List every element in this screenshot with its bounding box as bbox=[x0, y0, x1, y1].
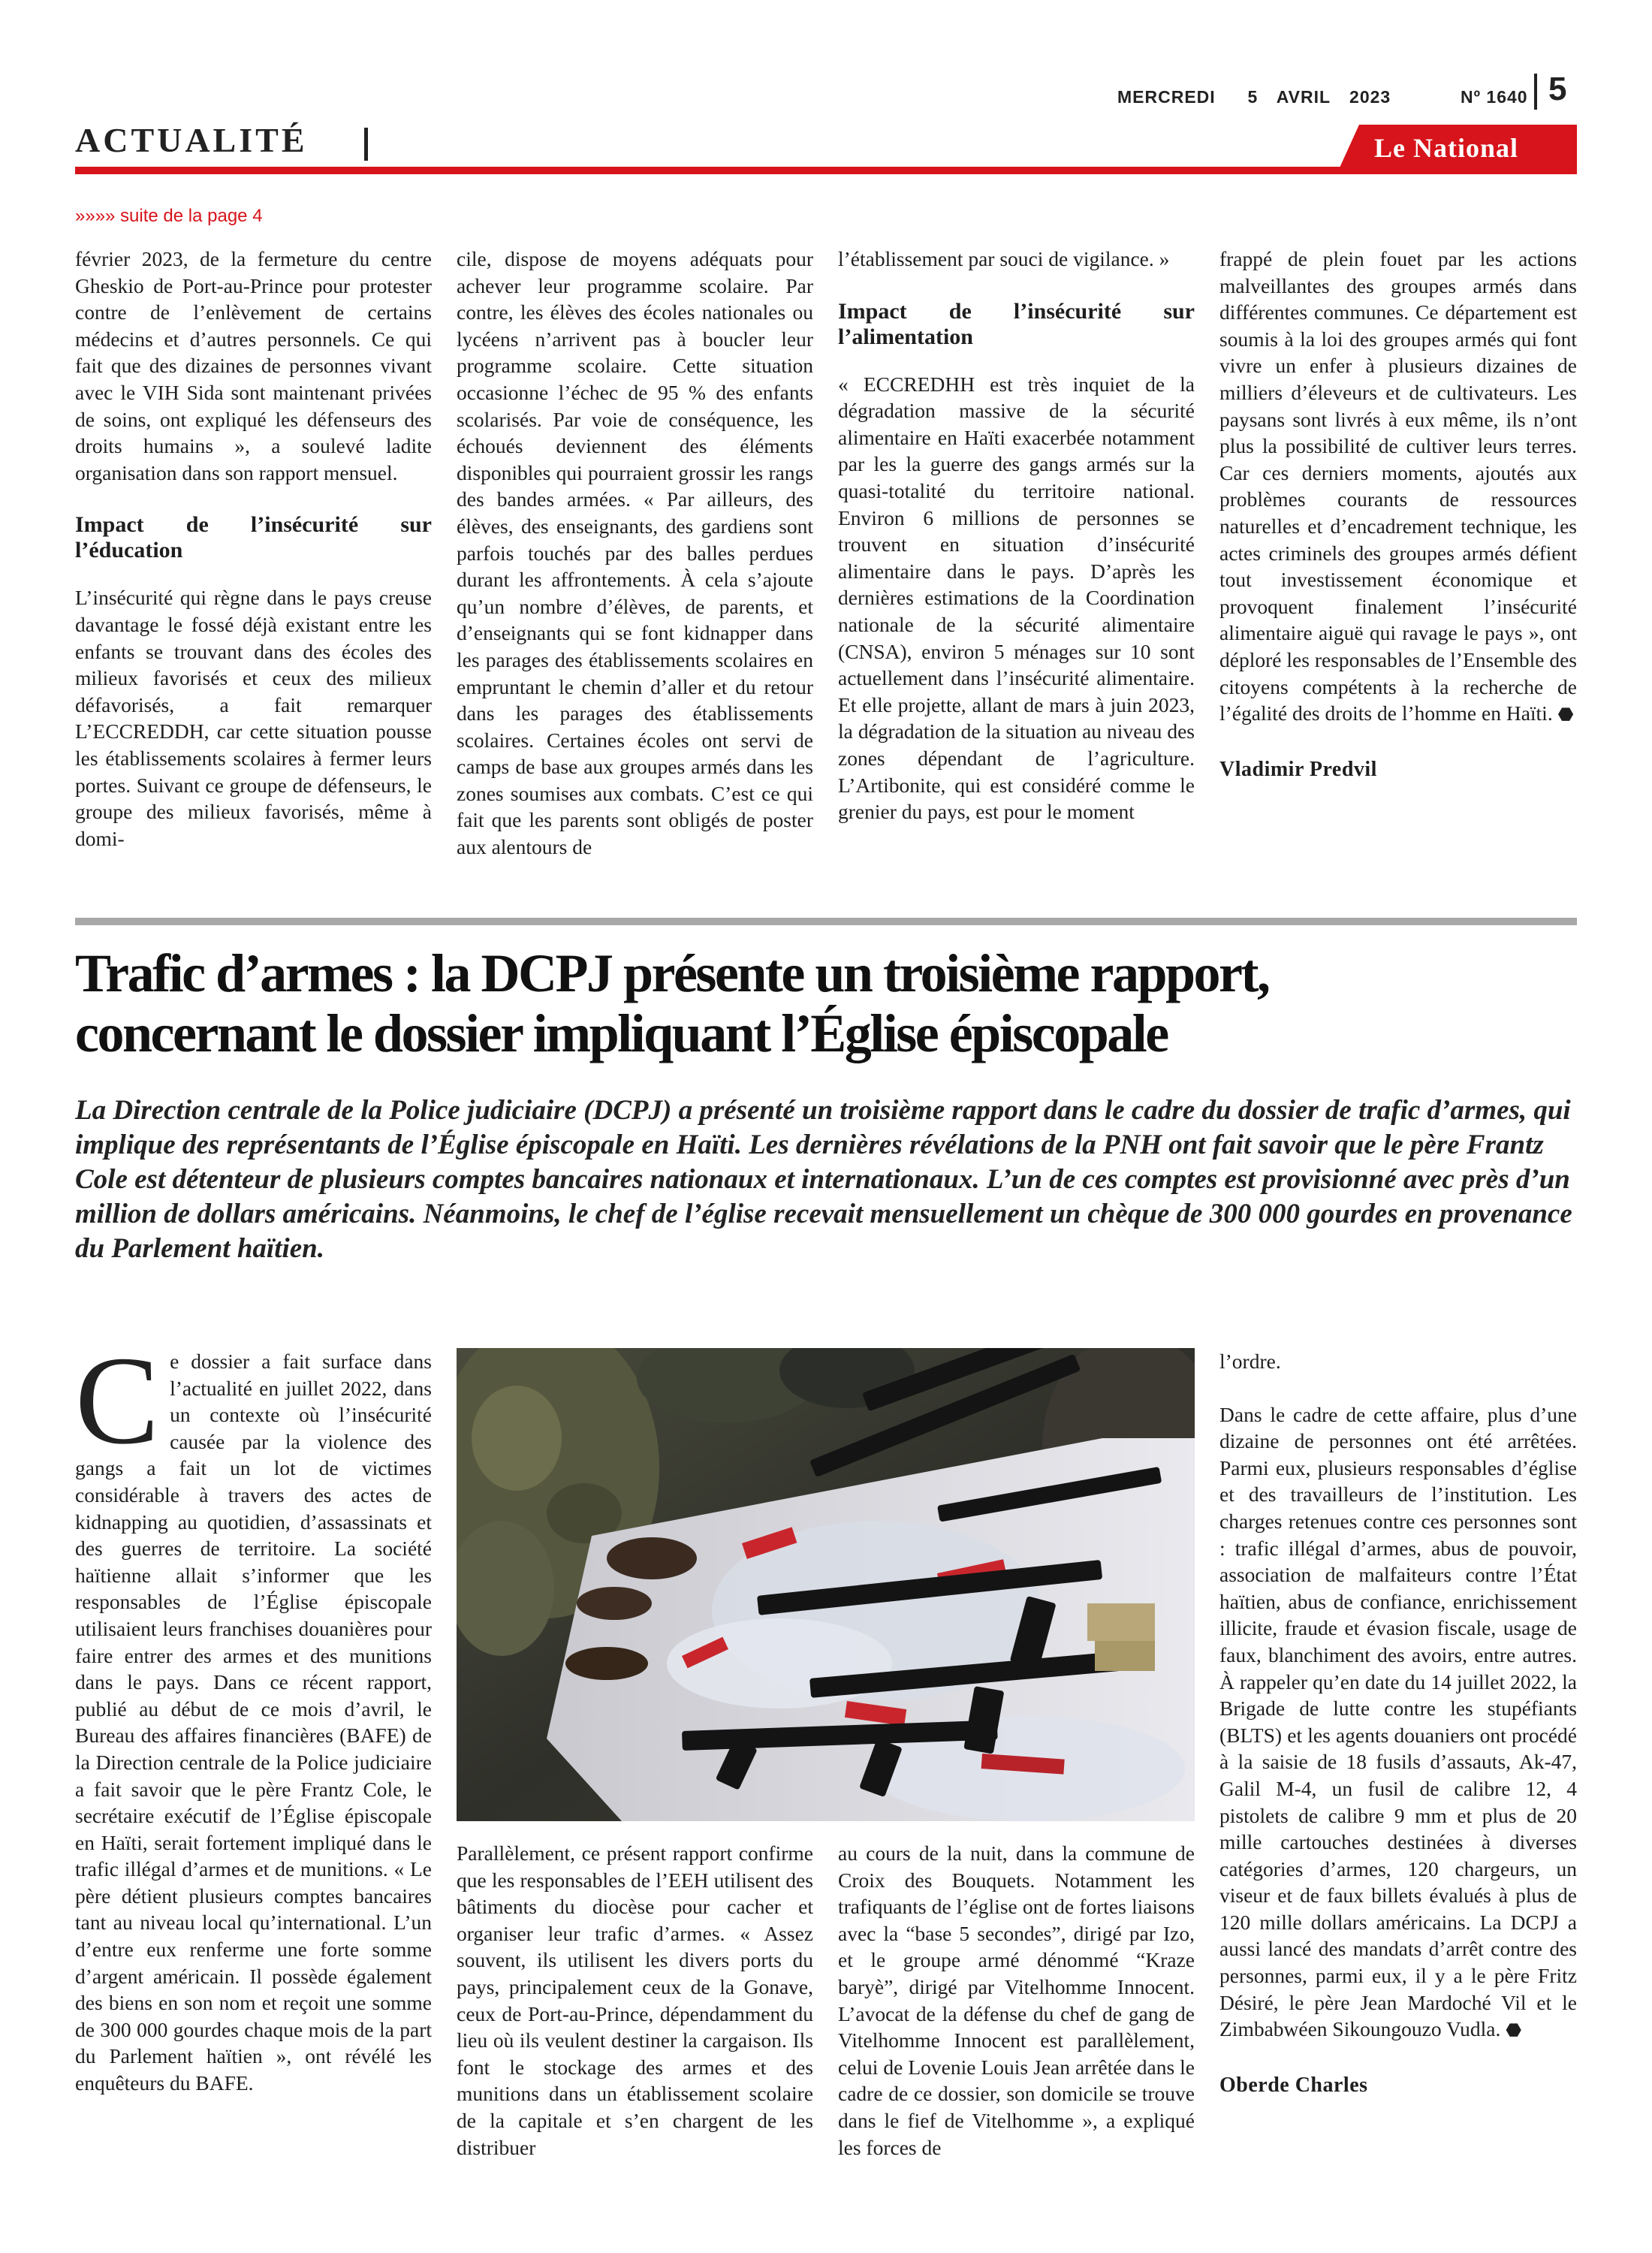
main-col4-paragraph-2 bbox=[1219, 1401, 1577, 2045]
main-col1-paragraph-1 bbox=[75, 1331, 432, 2097]
main-col2-paragraph-1: Parallèlement, ce présent rapport confirme que les responsables de l’EEH utilisent des bâtiments du diocèse pour cacher et organiser leur trafic d’armes. « Assez souvent, ils utilisent les divers ports du pays, principalement ceux de la Gonave, ceux de Port-au-Prince, dépendamment du lieu où ils veulent destiner la cargaison. Ils font le stockage des armes et des munitions dans un établissement scolaire de la capitale et s’en chargent de les distribuer bbox=[457, 1841, 813, 2159]
top-article-column-3 bbox=[838, 246, 1195, 825]
section-title: ACTUALITÉ bbox=[75, 121, 308, 159]
top-col3-paragraph-2: « ECCREDHH est très inquiet de la dégradation massive de la sécurité alimentaire en Haïti exacerbée notamment par les la guerre des gangs armés sur la quasi-totalité du territoire national. Environ 6 millions de personnes se trouvent en situation d’insécurité alimentaire dans le pays. D’après les dernières estimations de la Coordination nationale de la sécurité alimentaire (CNSA), environ 5 ménages sur 10 sont actuellement dans l’insécurité alimentaire. Et elle projette, allant de mars à juin 2023, la dégradation de la situation au niveau des zones dépendant de l’agriculture. L’Artibonite, qui est considéré comme le grenier du pays, est pour le moment bbox=[838, 372, 1195, 824]
subhead-education: Impact de l’insécurité sur l’éducation bbox=[75, 512, 432, 563]
top-article-column-2 bbox=[457, 246, 813, 861]
subhead-food: Impact de l’insécurité sur l’alimentation bbox=[838, 298, 1195, 349]
section-divider bbox=[364, 128, 368, 161]
main-article-byline: Oberde Charles bbox=[1219, 2073, 1368, 2097]
headline-line-1: Trafic d’armes : la DCPJ présente un troisième rapport, bbox=[75, 943, 1269, 1003]
main-col4-text: Dans le cadre de cette affaire, plus d’une dizaine de personnes ont été arrêtées. Parmi eux, plusieurs responsables d’église et des travailleurs de l’institution. Les charges retenues contre ces personnes sont : trafic illégal d’armes, abus de pouvoir, association de malfaiteurs contre l’État haïtien, abus de confiance, enrichissement illicite, fraude et évasion fiscale, usage de faux, blanchiment des avoirs, entre autres. À rappeler qu’en date du 14 juillet 2022, la Brigade de lutte contre les stupéfiants (BLTS) et les agents douaniers ont procédé à la saisie de 18 fusils d’assauts, Ak-47, Galil M-4, un fusil de calibre 12, 4 pistolets de calibre 9 mm et plus de 20 mille cartouches destinées à diverses catégories d’armes, 120 chargeurs, un viseur et de faux billets évalués à plus de 120 mille dollars américains. La DCPJ a aussi lancé des mandats d’arrêt contre des personnes, parmi eux, il y a le père Fritz Désiré, le père Jean Mardoché Vil et le Zimbabwéen Sikoungouzo Vudla. bbox=[1219, 1402, 1577, 2041]
date-day: MERCREDI bbox=[1117, 87, 1216, 107]
main-article-column-4 bbox=[1219, 1348, 1577, 2098]
header-red-rule bbox=[75, 167, 1577, 174]
top-col3-paragraph-1: l’établissement par souci de vigilance. » bbox=[838, 247, 1170, 270]
main-lede: La Direction centrale de la Police judiciaire (DCPJ) a présenté un troisième rapport dans le cadre du dossier de trafic d’armes, qui implique des représentants de l’Église épiscopale en Haïti. Les dernières révélations de la PNH ont fait savoir que le père Frantz Cole est détenteur de plusieurs comptes bancaires nationaux et internationaux. L’un de ces comptes est provisionné avec près d’un million de dollars américains. Néanmoins, le chef de l’église recevait mensuellement un chèque de 300 000 gourdes en provenance du Parlement haïtien. bbox=[75, 1095, 1572, 1264]
top-col4-text: frappé de plein fouet par les actions malveillantes des groupes armés dans différentes communes. Ce département est soumis à la loi des groupes armés qui font vivre un enfer à plusieurs dizaines de milliers d’éleveurs et de cultivateurs. Les paysans sont livrés à eux même, ils n’ont plus la possibilité de cultiver leurs terres. Car ces derniers moments, ajoutés aux problèmes courants de ressources naturelles et d’encadrement technique, les actes criminels des groupes armés défient tout investissement économique et provoquent finalement l’insécurité alimentaire aiguë qui ravage le pays », ont déploré les responsables de l’Ensemble des citoyens compétents à la recherche de l’égalité des droits de l’homme en Haïti. bbox=[1219, 247, 1577, 725]
top-col4-paragraph-1 bbox=[1219, 246, 1577, 729]
main-article-column-2 bbox=[457, 1840, 813, 2161]
headline-line-2: concernant le dossier impliquant l’Église épiscopale bbox=[75, 1003, 1168, 1063]
page-number: 5 bbox=[1548, 71, 1567, 107]
dateline bbox=[1117, 87, 1528, 107]
seized-weapons-photo bbox=[457, 1348, 1195, 1821]
main-col3-paragraph-1: au cours de la nuit, dans la commune de Croix des Bouquets. Notamment les trafiquants de l’église ont de fortes liaisons avec la “base 5 secondes”, dirigé par Izo, et le groupe armé dénommé “Kraze baryè”, dirigé par Vitelhomme Innocent. L’avocat de la défense du chef de gang de Vitelhomme Innocent est parallèlement, celui de Lovenie Louis Jean arrêtée dans le cadre de ce dossier, son domicile se trouve dans le fief de Vitelhomme », a expliqué les forces de bbox=[838, 1841, 1195, 2159]
main-col1-text: e dossier a fait surface dans l’actualité en juillet 2022, dans un contexte où l’insécurité causée par la violence des gangs a fait un lot de victimes considérable à travers des actes de kidnapping au quotidien, d’assassinats et des guerres de territoire. La société haïtienne allait s’informer que les responsables de l’Église épiscopale utilisaient leurs franchises douanières pour faire entrer des armes et des munitions dans le pays. Dans ce récent rapport, publié au début de ce mois d’avril, le Bureau des affaires financières (BAFE) de la Direction centrale de la Police judiciaire a fait savoir que le père Frantz Cole, le secrétaire exécutif de l’Église épiscopale en Haïti, serait fortement impliqué dans le trafic illégal d’armes et de munitions. « Le père détient plusieurs comptes bancaires tant au niveau local qu’international. L’un d’entre eux renferme une forte somme d’argent américain. Il possède également des biens en son nom et reçoit une somme de 300 000 gourdes chaque mois de la part du Parlement haïtien », ont révélé les enquêteurs du BAFE. bbox=[75, 1350, 432, 2095]
brand-name: Le National bbox=[1374, 133, 1519, 163]
top-col1-paragraph-2: L’insécurité qui règne dans le pays creuse davantage le fossé déjà existant entre les enfants se trouvant dans des écoles des milieux favorisés et ceux des milieux défavorisés, a fait remarquer L’ECCREDDH, car cette situation pousse les établissements scolaires à fermer leurs portes. Suivant ce groupe de défenseurs, le groupe des milieux favorisés, même à domi- bbox=[75, 586, 432, 850]
end-of-article-hexagon-icon: ⬣ bbox=[1506, 2021, 1522, 2041]
continuation-note: »»»» suite de la page 4 bbox=[75, 206, 263, 226]
main-headline bbox=[75, 943, 1577, 1063]
main-article-column-1 bbox=[75, 1331, 432, 2097]
end-of-article-hexagon-icon: ⬣ bbox=[1557, 705, 1574, 725]
top-col1-paragraph-1: février 2023, de la fermeture du centre Gheskio de Port-au-Prince pour protester contre de l’enlèvement de certains médecins et d’autres personnels. Ce qui fait que des dizaines de personnes vivant avec le VIH Sida sont maintenant privées de soins, ont expliqué les défenseurs des droits humains », a soulevé ladite organisation dans son rapport mensuel. bbox=[75, 247, 432, 484]
top-article-column-4 bbox=[1219, 246, 1577, 783]
date-value: 5 AVRIL 2023 bbox=[1247, 87, 1391, 107]
top-col2-paragraph-1: cile, dispose de moyens adéquats pour achever leur programme scolaire. Par contre, les élèves des écoles nationales ou lycéens n’arrivent pas à boucler leur programme scolaire. Cette situation occasionne l’échec de 95 % des enfants scolarisés. Par voie de conséquence, les échoués deviennent des éléments disponibles qui pourraient grossir les rangs des bandes armées. « Par ailleurs, des élèves, des enseignants, des gardiens sont parfois touchés par des balles perdues durant les affrontements. À cela s’ajoute qu’un nombre d’élèves, de parents, et d’enseignants qui se font kidnapper dans les parages des établissements scolaires en empruntant le chemin d’aller et du retour dans les parages des établissements scolaires. Certaines écoles ont servi de camps de base aux groupes armés dans les zones soumises aux combats. C’est ce qui fait que les parents sont obligés de poster aux alentours de bbox=[457, 247, 813, 859]
top-article-byline: Vladimir Predvil bbox=[1219, 757, 1377, 781]
page-number-divider bbox=[1534, 74, 1537, 110]
main-col4-paragraph-1: l’ordre. bbox=[1219, 1350, 1281, 1373]
issue-number: Nº 1640 bbox=[1461, 87, 1528, 107]
article-separator bbox=[75, 918, 1577, 925]
main-article-column-3 bbox=[838, 1840, 1195, 2161]
drop-cap: C bbox=[75, 1331, 160, 1470]
top-article-column-1 bbox=[75, 246, 432, 852]
